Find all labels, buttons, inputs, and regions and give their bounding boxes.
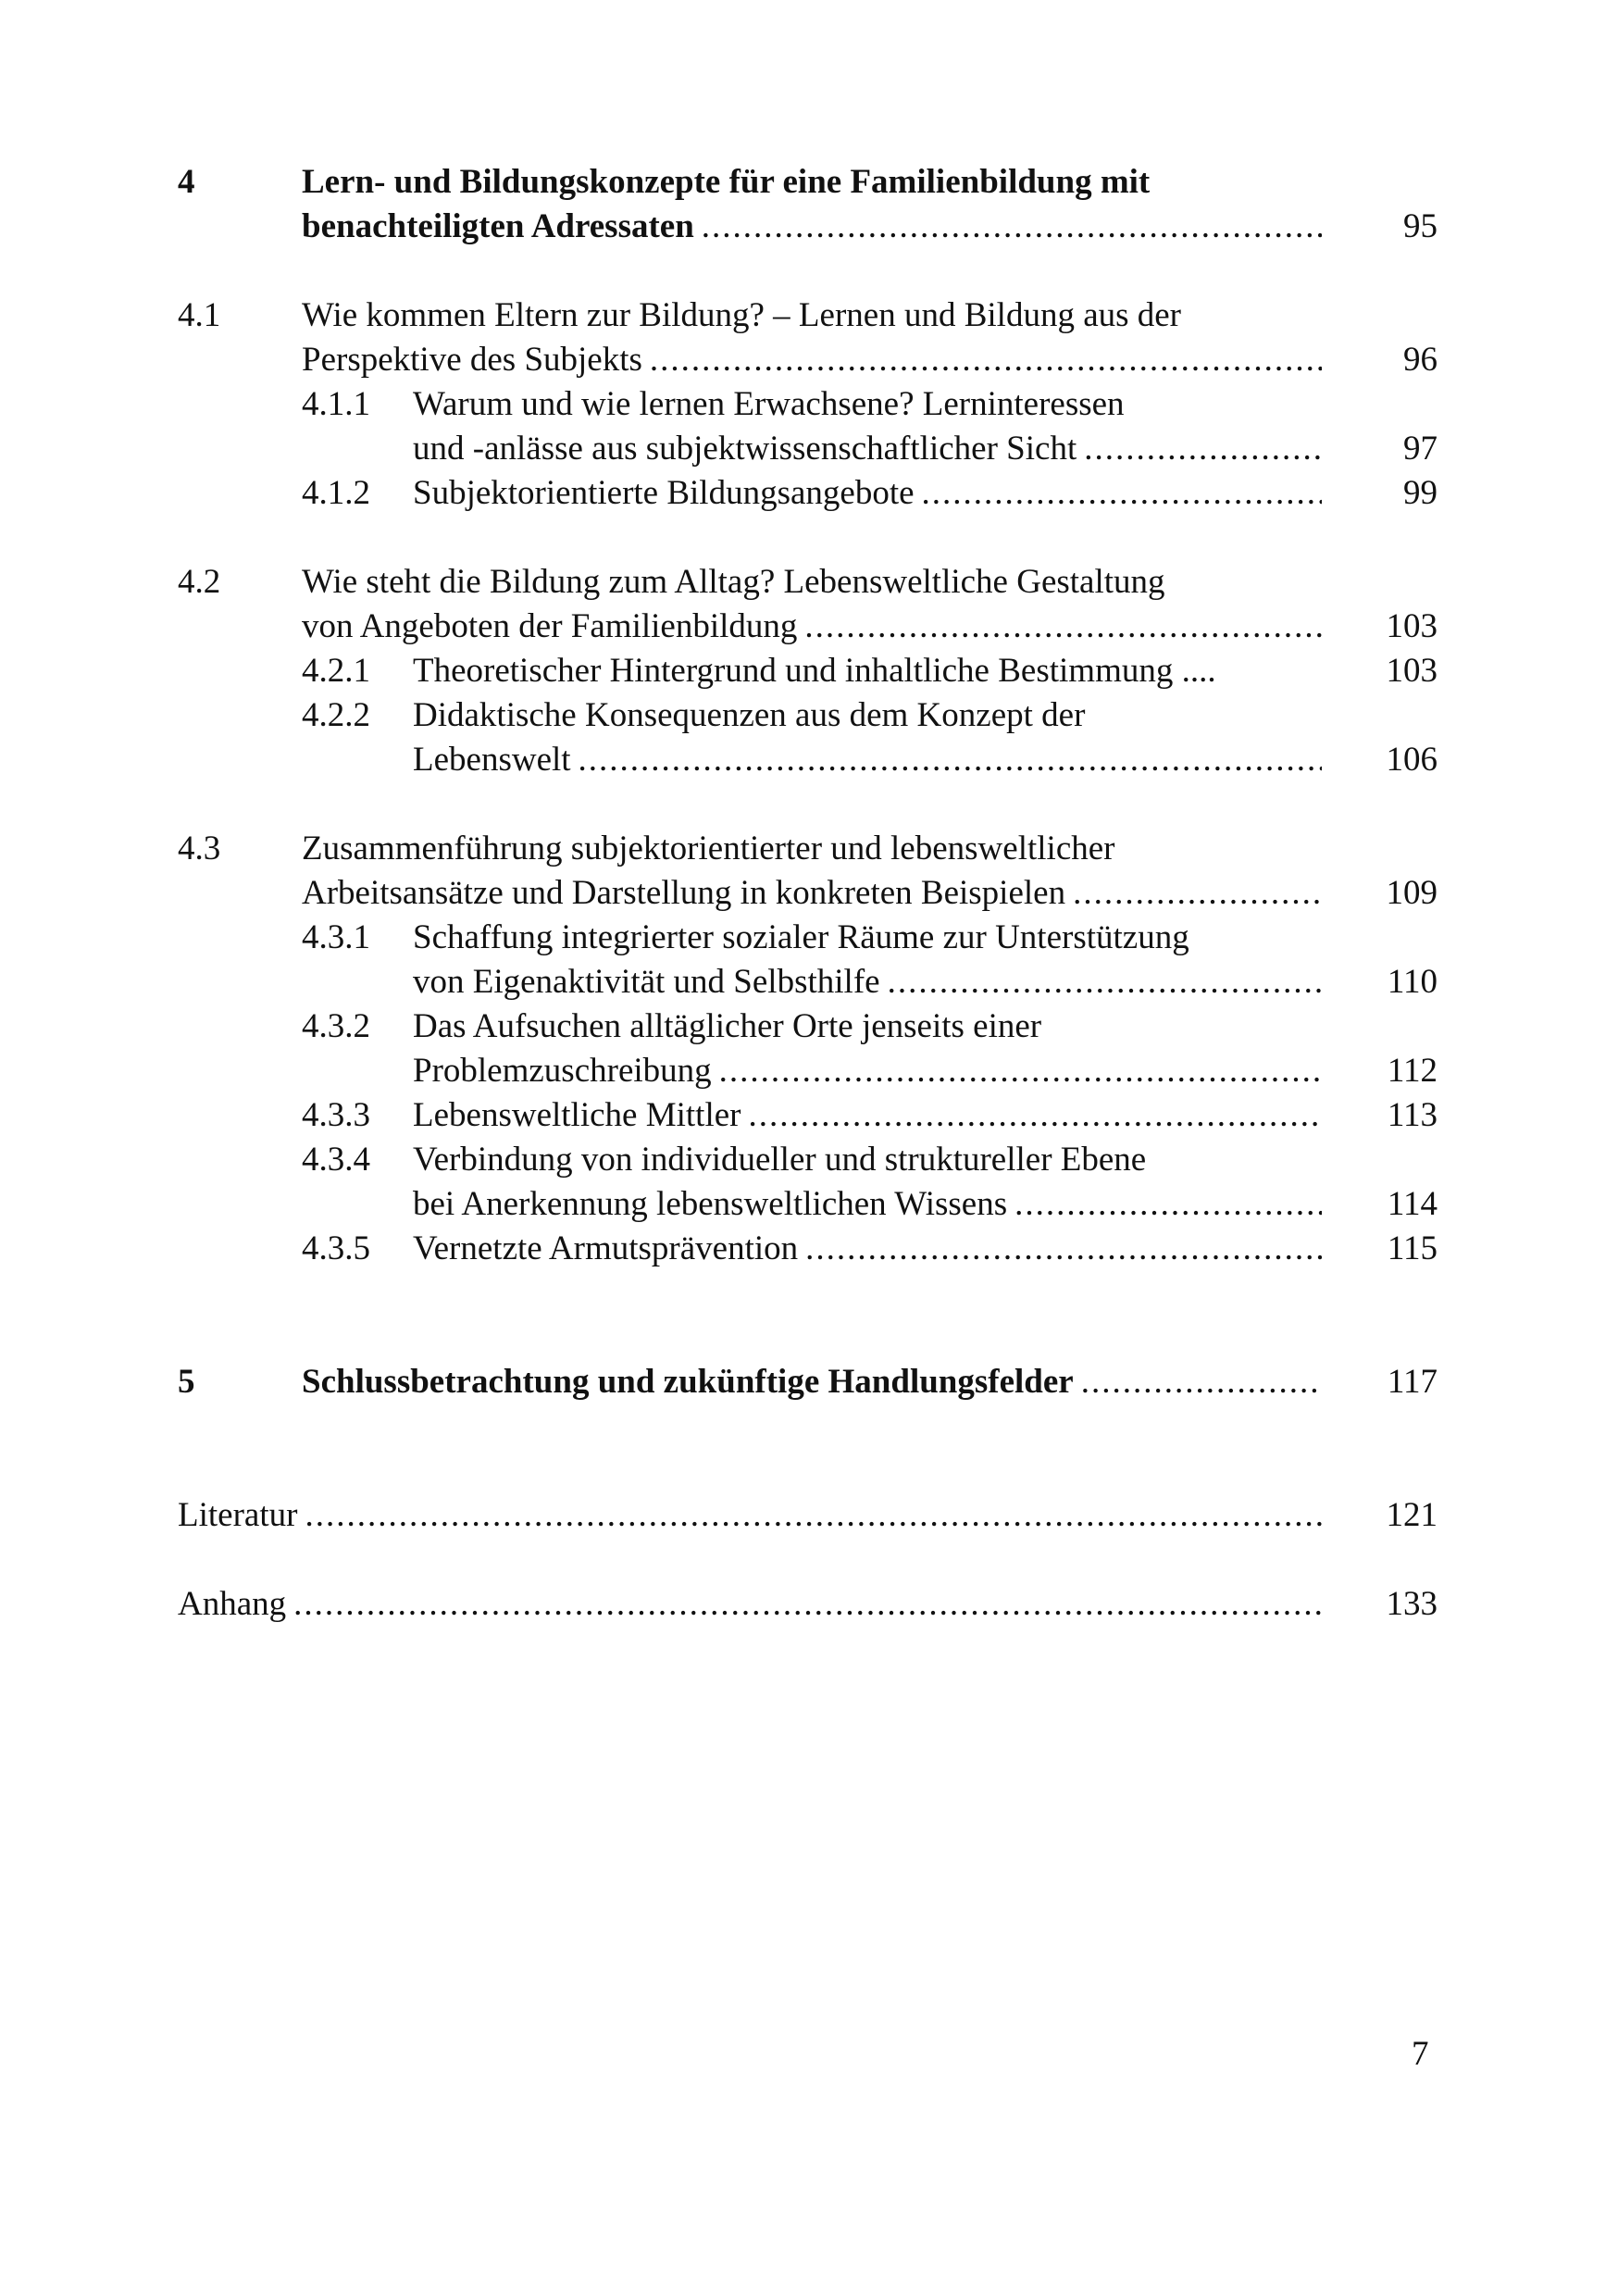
chapter-title-cont: benachteiligten Adressaten <box>302 207 694 245</box>
toc-entry[interactable] <box>413 427 1326 471</box>
page-number: 103 <box>1386 607 1438 645</box>
section-number: 4.3 <box>178 830 221 867</box>
page-number: 112 <box>1387 1052 1438 1090</box>
chapter-number: 5 <box>178 1363 195 1401</box>
page-number: 115 <box>1387 1229 1438 1267</box>
subsection-number: 4.2.2 <box>302 696 370 734</box>
subsection-number: 4.1.1 <box>302 385 370 423</box>
section-title-cont: Perspektive des Subjekts <box>302 341 642 379</box>
chapter-number: 4 <box>178 163 195 201</box>
subsection-number: 4.3.3 <box>302 1096 370 1134</box>
toc-entry[interactable] <box>302 205 1326 249</box>
toc-entry[interactable] <box>413 1093 1326 1138</box>
page-number: 113 <box>1387 1096 1438 1134</box>
subsection-title-cont: Lebenswelt <box>413 741 571 779</box>
toc-entry[interactable] <box>178 1582 1326 1627</box>
subsection-title: Schaffung integrierter sozialer Räume zur Unterstützung <box>413 918 1189 956</box>
toc-entry[interactable] <box>413 1182 1326 1227</box>
chapter-title: Lern- und Bildungskonzepte für eine Familienbildung mit <box>302 163 1151 201</box>
toc-entry[interactable] <box>302 1360 1326 1404</box>
leader-dots <box>805 1227 1322 1271</box>
subsection-title: Das Aufsuchen alltäglicher Orte jenseits einer <box>413 1007 1042 1045</box>
section-title: Wie kommen Eltern zur Bildung? – Lernen und Bildung aus der <box>302 296 1182 334</box>
page-number: 95 <box>1403 207 1438 245</box>
literatur-title: Literatur <box>178 1496 298 1534</box>
subsection-number: 4.3.4 <box>302 1141 370 1179</box>
page-number: 114 <box>1387 1185 1438 1223</box>
page-number: 117 <box>1387 1363 1438 1401</box>
leader-dots <box>1014 1182 1322 1227</box>
anhang-title: Anhang <box>178 1585 287 1623</box>
subsection-number: 4.2.1 <box>302 652 370 690</box>
section-number: 4.2 <box>178 563 221 601</box>
toc-entry[interactable] <box>413 960 1326 1004</box>
section-title-cont: von Angeboten der Familienbildung <box>302 607 798 645</box>
section-number: 4.1 <box>178 296 221 334</box>
page-number: 97 <box>1403 430 1438 468</box>
page-number: 110 <box>1387 963 1438 1001</box>
subsection-title-cont: und -anlässe aus subjektwissenschaftlicher Sicht <box>413 430 1077 468</box>
toc-entry[interactable] <box>178 1493 1326 1538</box>
leader-dots <box>719 1049 1322 1093</box>
subsection-title: Didaktische Konsequenzen aus dem Konzept der <box>413 696 1086 734</box>
toc-entry[interactable] <box>302 605 1326 649</box>
leader-dots <box>1081 1360 1322 1404</box>
page-number: 96 <box>1403 341 1438 379</box>
chapter-title: Schlussbetrachtung und zukünftige Handlungsfelder <box>302 1363 1074 1401</box>
page-number: 106 <box>1386 741 1438 779</box>
leader-dots <box>748 1093 1322 1138</box>
leader-dots <box>888 960 1322 1004</box>
subsection-title-cont: von Eigenaktivität und Selbsthilfe <box>413 963 880 1001</box>
subsection-number: 4.3.5 <box>302 1229 370 1267</box>
subsection-title: Lebensweltliche Mittler <box>413 1096 741 1134</box>
subsection-title-cont: bei Anerkennung lebensweltlichen Wissens <box>413 1185 1008 1223</box>
toc-entry[interactable] <box>413 738 1326 782</box>
subsection-title[interactable]: Theoretischer Hintergrund und inhaltliche Bestimmung .... <box>413 652 1216 690</box>
page-number: 133 <box>1386 1585 1438 1623</box>
leader-dots <box>702 205 1322 249</box>
toc-entry[interactable] <box>413 1227 1326 1271</box>
toc-entry[interactable] <box>413 471 1326 516</box>
subsection-number: 4.1.2 <box>302 474 370 512</box>
page-number: 121 <box>1386 1496 1438 1534</box>
subsection-title: Warum und wie lernen Erwachsene? Lerninteressen <box>413 385 1125 423</box>
subsection-title: Vernetzte Armutsprävention <box>413 1229 799 1267</box>
folio-page-number: 7 <box>1412 2035 1429 2073</box>
section-title: Wie steht die Bildung zum Alltag? Lebensweltliche Gestaltung <box>302 563 1165 601</box>
page-number: 109 <box>1386 874 1438 912</box>
leader-dots <box>804 605 1322 649</box>
leader-dots <box>579 738 1322 782</box>
subsection-title: Verbindung von individueller und struktureller Ebene <box>413 1141 1147 1179</box>
leader-dots <box>1073 871 1322 916</box>
leader-dots <box>650 338 1322 382</box>
toc-entry[interactable] <box>413 1049 1326 1093</box>
leader-dots <box>1084 427 1322 471</box>
subsection-title-cont: Problemzuschreibung <box>413 1052 712 1090</box>
leader-dots <box>293 1582 1322 1627</box>
subsection-number: 4.3.1 <box>302 918 370 956</box>
leader-dots <box>305 1493 1322 1538</box>
leader-dots <box>922 471 1322 516</box>
section-title: Zusammenführung subjektorientierter und lebensweltlicher <box>302 830 1115 867</box>
page-number: 103 <box>1386 652 1438 690</box>
toc-entry[interactable] <box>302 871 1326 916</box>
section-title-cont: Arbeitsansätze und Darstellung in konkreten Beispielen <box>302 874 1066 912</box>
page-number: 99 <box>1403 474 1438 512</box>
toc-entry[interactable] <box>302 338 1326 382</box>
subsection-title: Subjektorientierte Bildungsangebote <box>413 474 915 512</box>
subsection-number: 4.3.2 <box>302 1007 370 1045</box>
